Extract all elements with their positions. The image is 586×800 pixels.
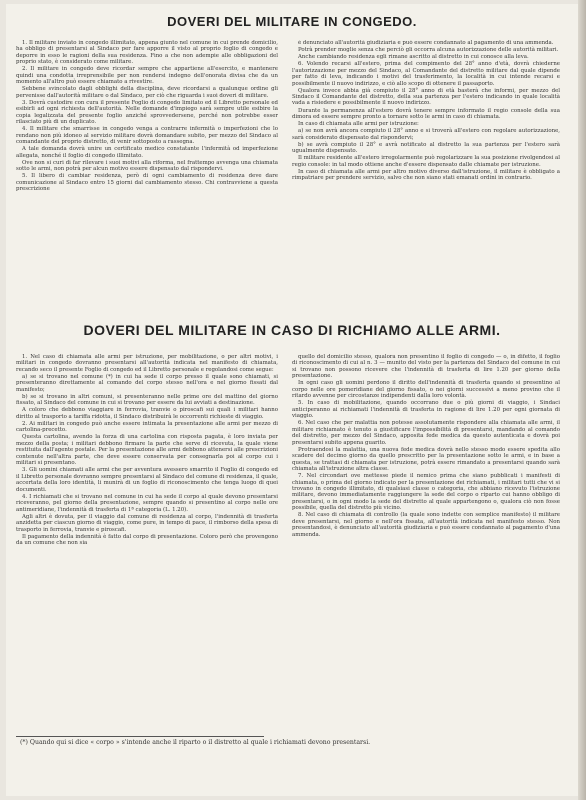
paragraph: Protraendosi la malattia, una nuova fede medica dovrà nello stesso modo essere spedita allo scadere del decimo giorno da quello prescritto per la presentazione sotto le armi, e in base a questa, se trattasi di chiamata per istruzione, potrà essere rimandato a presentarsi quando sarà chiamata all'istruzione altra classe. xyxy=(292,446,560,473)
footnote-divider xyxy=(16,736,264,737)
paragraph: Anche cambiando residenza egli rimane ascritto al distretto in cui conosce alla leva. xyxy=(298,54,529,61)
paragraph: Ove non si curi di far rilevare i suoi motivi alla riforma, nel frattempo avvenga una chiamata sotto le armi, non potrà per alcun motivo essere dispensato dal rispondervi. xyxy=(16,159,278,173)
paragraph: b) se avrà compiuto il 28° e avrà notificato al distretto la sua partenza per l'estero sarà ugualmente dispensato. xyxy=(292,141,560,154)
section-title-richiamo: DOVERI DEL MILITARE IN CASO DI RICHIAMO ALLE ARMI. xyxy=(83,322,501,338)
paragraph: a) se non avrà ancora compiuto il 28° anno e si troverà all'estero con regolare autorizzazione, sarà considerato dispensato dal rispondervi; xyxy=(292,128,560,141)
paragraph: 3. Gli uomini chiamati alle armi che per avventura avessero smarrito il Foglio di congedo ed il Libretto personale dovranno sempre presentarsi al Sindaco del comune di residenza, il quale, accertata della loro identità, li munirà di un foglio di riconoscimento che tenga luogo di quei documenti. xyxy=(16,467,278,493)
paragraph: Sebbene svincolato dagli obblighi della disciplina, deve ricordarsi a qualunque ordine gli pervenisse dall'autorità militare o dal Sindaco, per ciò che riguarda i suoi doveri di militare. xyxy=(16,86,278,99)
section-title-congedo: DOVERI DEL MILITARE IN CONGEDO. xyxy=(167,14,417,29)
paragraph: In ogni caso gli uomini perdono il diritto dell'indennità di trasferta quando si presentino al corpo nelle ore pomeridiane del giorno fissato, o nei giorni successivi a meno provino che il ritardo avvenne per circostanze indipendenti dalla loro volontà. xyxy=(292,380,560,400)
paragraph: Questa cartolina, avendo la forza di una cartolina con risposta pagata, è loro inviata per mezzo della posta; i militari debbono firmare la parte che serve di ricevuta, la quale viene restituita dall'agente postale. Per la presentazione alle armi debbono attenersi alle prescrizioni contenute nell'altra parte, che deve essere conservata per consegnarla poi al corpo cui i militari si presentano. xyxy=(16,434,278,467)
page-edge-shadow xyxy=(578,0,586,800)
richiamo-column-left xyxy=(16,354,278,734)
paragraph: Qualora invece abbia già compiuto il 28° anno di età basterà che informi, per mezzo del Sindaco il Comandante del distretto, della sua partenza per l'estero indicando in quale località vada a risiedere e possibilmente il nuovo indirizzo. xyxy=(292,87,560,107)
congedo-column-left xyxy=(16,40,278,302)
paragraph: 5. In caso di mobilitazione, quando occorrano due o più giorni di viaggio, i Sindaci anticiperanno ai richiamati l'indennità di trasferta in ragione di lire 1.20 per ogni giornata di viaggio. xyxy=(292,400,560,420)
paragraph: Il pagamento della indennità è fatto dal corpo di presentazione. Coloro però che provengono da un comune che non sia xyxy=(16,533,278,547)
paragraph: 6. Volendo recarsi all'estero, prima del compimento del 28° anno d'età, dovrà chiederne l'autorizzazione per mezzo del Sindaco, al Comandante del distretto militare dal quale dipende per fatto di leva, indicando i motivi del trasferimento, la località in cui intende recarsi e possibilmente il nuovo indirizzo, e ciò allo scopo di ottenere il passaporto. xyxy=(292,61,560,87)
paragraph: A coloro che debbono viaggiare in ferrovia, tranvie o piroscafi sui quali i militari hanno diritto al trasporto a tariffa ridotta, il Sindaco distribuirà le occorrenti richieste di viaggio. xyxy=(16,407,278,420)
paragraph: In caso di chiamata alle armi per altro motivo diverso dall'istruzione, il militare è obbligato a rimpatriare per prendere servizio, salvo che non siano stati emanati ordini in contrario. xyxy=(292,168,560,181)
paragraph: 1. Il militare inviato in congedo illimitato, appena giunto nel comune in cui prende domicilio, ha obbligo di presentarsi al Sindaco per fare apporre il visto al proprio foglio di congedo e deporre in esso le ragioni della sua residenza. Fino a che non adempie alle obbligazioni del proprio stato, è considerato come militare. xyxy=(16,40,278,66)
paragraph: A tale domanda dovrà unire un certificato medico constatante l'infermità od imperfezione allegata, nonché il foglio di congedo illimitato. xyxy=(16,146,278,159)
paragraph: quello del domicilio stesso, qualora non presentino il foglio di congedo — o, in difetto, il foglio di riconoscimento di cui al n. 3 — munito del visto per la partenza del Sindaco del comune in cui si trovano non possono ricevere che l'indennità di trasferta di lire 1.20 per giorno della presentazione. xyxy=(292,354,560,380)
document-page xyxy=(6,4,578,796)
paragraph: 6. Nel caso che per malattia non potesse assolutamente rispondere alla chiamata alle armi, il militare richiamato è tenuto a giustificare l'impossibilità di presentarsi, mandando al comando del distretto, per mezzo del Sindaco, apposita fede medica da questo autenticata e dovrà poi presentarsi subito appena guarito. xyxy=(292,420,560,446)
paragraph: 4. Il militare che smarrisse in congedo venga a contrarre infermità o imperfezioni che lo rendano non più idoneo al servizio militare dovrà domandare subito, per mezzo del Sindaco al comandante del proprio distretto, di venir sottoposto a rassegna. xyxy=(16,126,278,146)
paragraph: 4. I richiamati che si trovano nel comune in cui ha sede il corpo al quale devono presentarsi riceveranno, pel giorno della presentazione, sempre quando si presentino al corpo nelle ore antimeridiane, l'indennità di trasferta di 1ª categoria (L. 1.20). xyxy=(16,493,278,513)
footnote: (*) Quando qui si dice « corpo » s'intende anche il riparto o il distretto al quale i richiamati devono presentarsi. xyxy=(20,739,371,746)
congedo-column-right xyxy=(292,40,560,302)
paragraph: 7. Nel circondari ove mettesse piede il nemico prima che siano pubblicati i manifesti di chiamata, o prima del giorno indicato per la presentazione dei richiamati, i militari tutti che vi si trovano in congedo illimitato, di qualsiasi classe o categoria, che abbiano ricevuto l'istruzione militare, devono immediatamente raggiungere la sede del corpo o riparto cui hanno obbligo di presentarsi, o in ogni modo la sede del distretto al quale appartengono o, qualora ciò non fosse possibile, quella del distretto più vicino. xyxy=(292,473,560,512)
paragraph: è denunciato all'autorità giudiziaria e può essere condannato al pagamento di una ammenda. xyxy=(298,40,554,46)
paragraph: Potrà prender moglie senza che perciò gli occorra alcuna autorizzazione delle autorità militari. xyxy=(298,47,559,54)
paragraph: Durante la permanenza all'estero dovrà tenere sempre informato il regio console della sua dimora ed essere sempre pronto a tornare sotto le armi in caso di chiamata. xyxy=(292,107,560,120)
richiamo-column-right xyxy=(292,354,560,734)
paragraph: Il militare residente all'estero irregolarmente può regolarizzare la sua posizione rivolgendosi al regio console: in tal modo ottiene anche d'essere dispensato dalle chiamate per istruzione. xyxy=(292,155,560,168)
paragraph: 3. Dovrà custodire con cura il presente Foglio di congedo limitato ed il Libretto personale ed esibirli ad ogni richiesta dell'autorità. Nelle domande d'impiego sarà sempre utile esibire la copia legalizzata del presente foglio anziché sprovvedersene, perché non potrebbe esser rilasciato più di un duplicato. xyxy=(16,99,278,126)
paragraph: 2. Il militare in congedo deve ricordar sempre che appartiene all'esercito, e mantenere quindi una condotta irreprensibile per non rendersi indegno dell'onorata divisa che da un momento all'altro può essere chiamato a rivestire. xyxy=(16,66,278,86)
paragraph: 8. Nel caso di chiamata di controllo (la quale sono indette con semplice manifesto) il militare deve presentarsi, nel giorno e nell'ora fissata, all'autorità indicata nel manifesto stesso. Non presentandosi, è denunciato all'autorità giudiziaria e può essere condannato al pagamento d'una ammenda. xyxy=(292,512,560,538)
paragraph: In caso di chiamata alle armi per istruzione: xyxy=(298,121,419,127)
paragraph: 2. Ai militari in congedo può anche essere intimata la presentazione alle armi per mezzo di cartolina-precetto. xyxy=(16,420,278,434)
paragraph: Agli altri è dovuta, per il viaggio dal comune di residenza al corpo, l'indennità di trasferta anzidetta per ciascun giorno di viaggio, come pure, in tempo di pace, il rimborso della spesa di trasporto in ferrovia, tranvie e piroscafi. xyxy=(16,513,278,533)
paragraph: 1. Nel caso di chiamata alle armi per istruzione, per mobilitazione, o per altri motivi, i militari in congedo dovranno presentarsi all'autorità indicata nel manifesto di chiamata, recando seco il presente Foglio di congedo ed il Libretto personale e regolandosi come segue: xyxy=(16,354,278,373)
paragraph: b) se si trovano in altri comuni, si presenteranno nelle prime ore del mattino del giorno fissato, al Sindaco del comune in cui si trovano per essere da lui avviati a destinazione. xyxy=(16,393,278,407)
paragraph: 5. Il libero di cambiar residenza, però di ogni cambiamento di residenza deve dare comunicazione al Sindaco entro 15 giorni dal cambiamento stesso. Chi contravviene a questa prescrizione xyxy=(16,173,278,193)
paragraph: a) se si trovano nel comune (*) in cui ha sede il corpo presso il quale sono chiamati, si presenteranno direttamente al comando del corpo stesso nell'ora e nel giorno fissati dal manifesto; xyxy=(16,373,278,393)
